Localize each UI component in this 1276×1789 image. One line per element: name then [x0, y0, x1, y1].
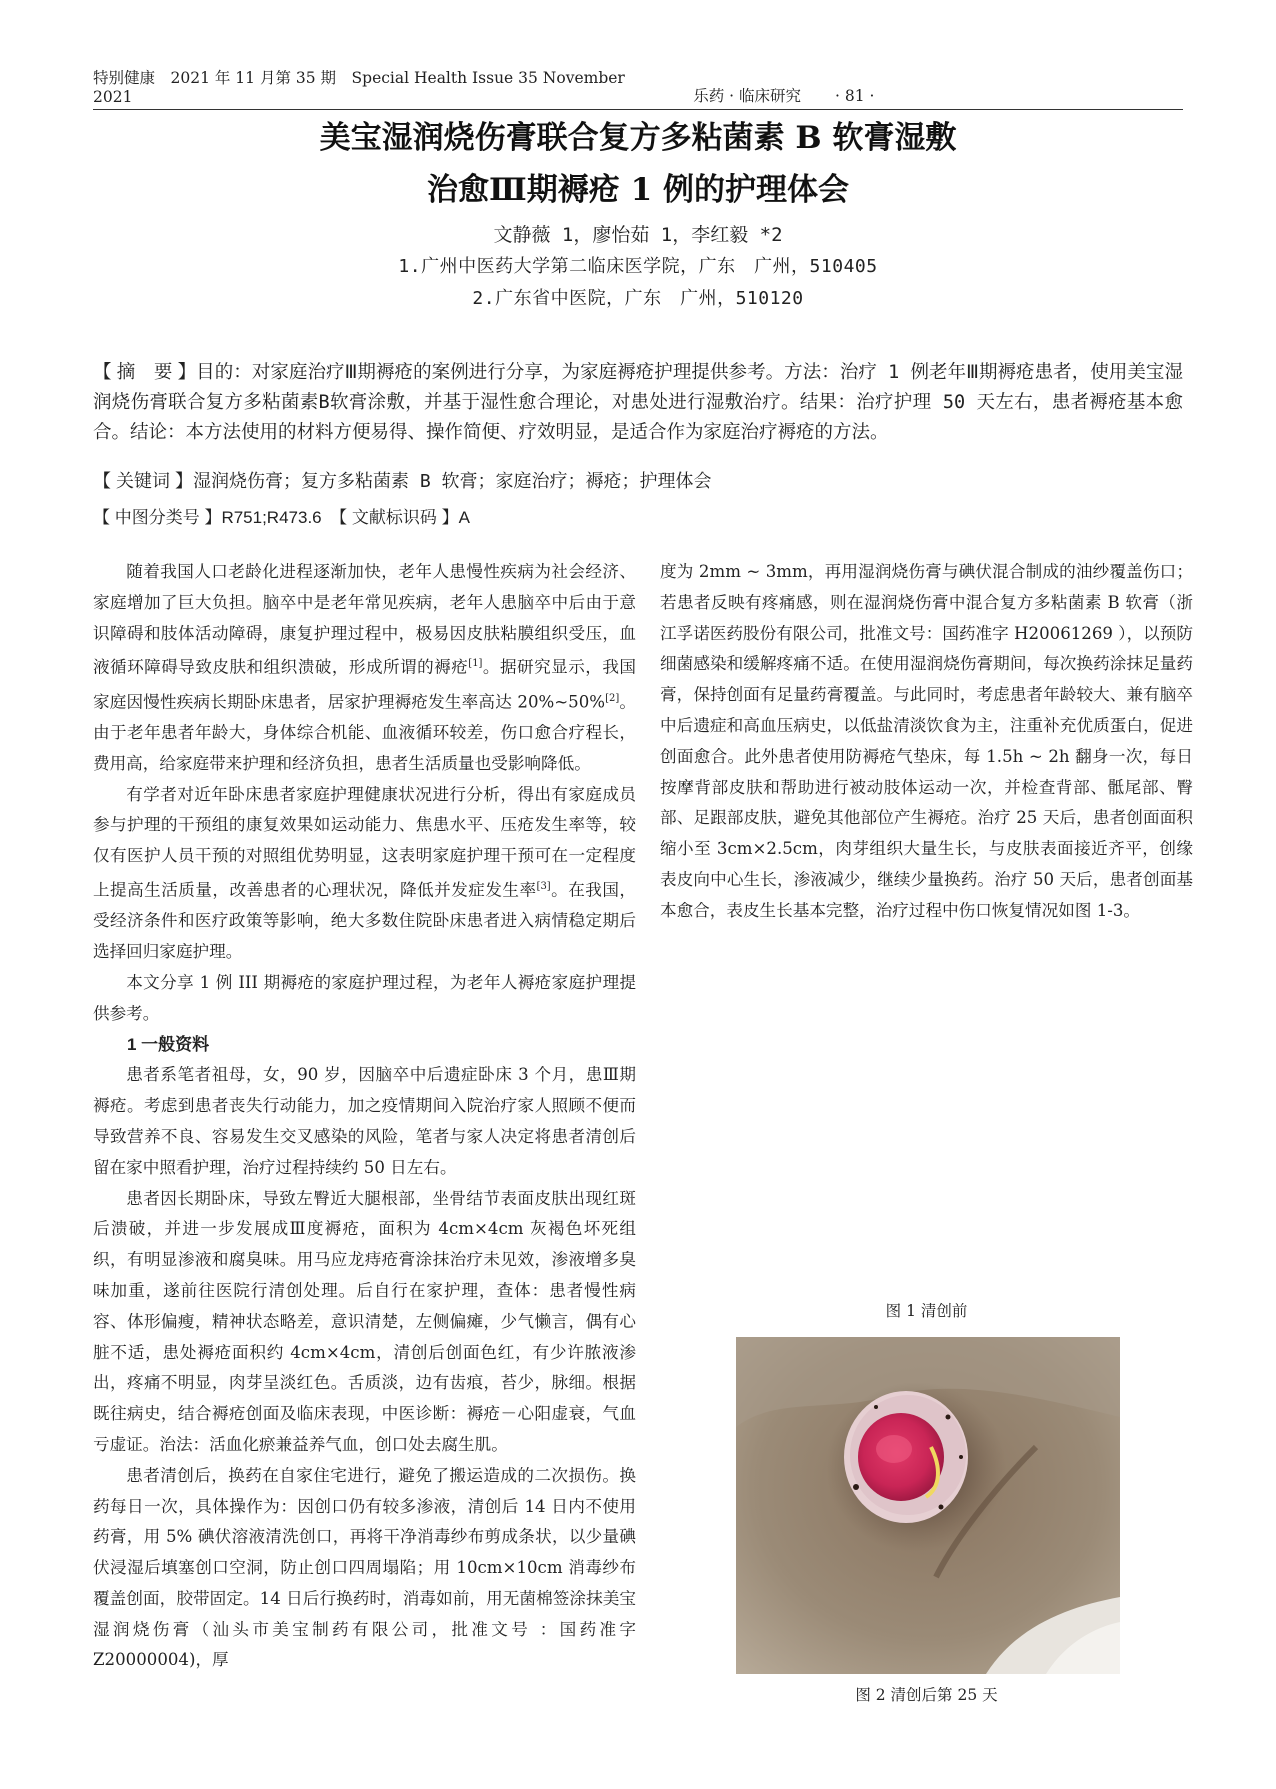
- abstract-label: 【 摘 要 】: [93, 361, 197, 382]
- conclusion-label: 结论：: [130, 421, 186, 442]
- affiliation-1: 1.广州中医药大学第二临床医学院，广东 广州，510405: [398, 256, 878, 277]
- affiliation-2: 2.广东省中医院，广东 广州，510120: [472, 288, 804, 309]
- left-column: [93, 557, 636, 1676]
- text-run: 。据研究显示，我国家庭因慢性疾病长期卧床患者，居家护理褥疮发生率高达 20%~50%: [93, 657, 636, 712]
- text-run: 。由于老年患者年龄大，身体综合机能、血液循环较差，伤口愈合疗程长，费用高，给家庭带来护理和经济负担，患者生活质量也受影响降低。: [93, 692, 636, 773]
- header-right: [659, 84, 1183, 106]
- page-number: · 81 ·: [835, 87, 875, 105]
- article-title: [93, 112, 1183, 216]
- wound-photo: [736, 1337, 1120, 1674]
- text-run: 。在我国，受经济条件和医疗政策等影响，绝大多数住院卧床患者进入病情稳定期后选择回归家庭护理。: [93, 880, 637, 962]
- method-label: 方法：: [784, 361, 840, 382]
- paragraph: 本文分享 1 例 III 期褥疮的家庭护理过程，为老年人褥疮家庭护理提供参考。: [93, 972, 636, 1023]
- section-heading: 1 一般资料: [127, 1034, 210, 1054]
- method-text: 治疗 1 例老年Ⅲ期褥疮患者，使用美宝湿润烧伤膏联合复方多粘菌素B软膏涂敷，并基于湿性愈合理论，对患处进行湿敷治疗。: [93, 362, 1183, 413]
- figure-1-caption: 图 1 清创前: [885, 1302, 968, 1320]
- result-label: 结果：: [799, 391, 857, 412]
- paragraph: 患者系笔者祖母，女，90 岁，因脑卒中后遗症卧床 3 个月，患Ⅲ期褥疮。考虑到患者丧失行动能力，加之疫情期间入院治疗家人照顾不便而导致营养不良、容易发生交叉感染的风险，笔者与家人决定将患者清创后留在家中照看护理，治疗过程持续约 50 日左右。: [93, 1065, 636, 1177]
- running-header: [93, 69, 1183, 110]
- paragraph: [93, 557, 636, 780]
- paragraph: 度为 2mm ~ 3mm，再用湿润烧伤膏与碘伏混合制成的油纱覆盖伤口；若患者反映有疼痛感，则在湿润烧伤膏中混合复方多粘菌素 B 软膏（浙江孚诺医药股份有限公司，批准文号：国药准字 H20061269 ），以预防细菌感染和缓解疼痛不适。在使用湿润烧伤膏期间，每次换药涂抹足量药膏，保持创面有足量药膏覆盖。与此同时，考虑患者年龄较大、兼有脑卒中后遗症和高血压病史，以低盐清淡饮食为主，注重补充优质蛋白，促进创面愈合。此外患者使用防褥疮气垫床，每 1.5h ~ 2h 翻身一次，每日按摩背部皮肤和帮助进行被动肢体运动一次，并检查背部、骶尾部、臀部、足跟部皮肤，避免其他部位产生褥疮。治疗 25 天后，患者创面面积缩小至 3cm×2.5cm，肉芽组织大量生长，与皮肤表面接近齐平，创缘表皮向中心生长，渗液减少，继续少量换药。治疗 50 天后，患者创面基本愈合，表皮生长基本完整，治疗过程中伤口恢复情况如图 1-3。: [660, 562, 1193, 920]
- keywords-label: 【 关键词 】: [93, 471, 194, 491]
- wound-photo-illustration: [736, 1337, 1120, 1674]
- title-line-2: 治愈Ⅲ期褥疮 1 例的护理体会: [427, 172, 849, 208]
- text-run: 有学者对近年卧床患者家庭护理健康状况进行分析，得出有家庭成员参与护理的干预组的康复效果如运动能力、焦患水平、压疮发生率等，较仅有医护人员干预的对照组优势明显，这表明家庭护理干预可在一定程度上提高生活质量，改善患者的心理状况，降低并发症发生率: [93, 784, 636, 900]
- paragraph: 患者因长期卧床，导致左臀近大腿根部，坐骨结节表面皮肤出现红斑后溃破，并进一步发展成Ⅲ度褥疮，面积为 4cm×4cm 灰褐色坏死组织，有明显渗液和腐臭味。用马应龙痔疮膏涂抹治疗未见效，渗液增多臭味加重，遂前往医院行清创处理。后自行在家护理，查体：患者慢性病容、体形偏瘦，精神状态略差，意识清楚，左侧偏瘫，少气懒言，偶有心脏不适，患处褥疮面积约 4cm×4cm，清创后创面色红，有少许脓液渗出，疼痛不明显，肉芽呈淡红色。舌质淡，边有齿痕，苔少，脉细。根据既往病史，结合褥疮创面及临床表现，中医诊断：褥疮－心阳虚衰，气血亏虚证。治法：活血化瘀兼益养气血，创口处去腐生肌。: [93, 1188, 636, 1454]
- journal-issue-info: 特别健康 2021 年 11 月第 35 期 Special Health Issue 35 November 2021: [93, 69, 625, 106]
- abstract: [93, 357, 1183, 447]
- citation: [3]: [536, 881, 551, 893]
- result-text: 治疗护理 50 天左右，患者褥疮基本愈合。: [93, 392, 1183, 443]
- keywords: [93, 467, 1183, 493]
- keywords-text: 湿润烧伤膏；复方多粘菌素 B 软膏；家庭治疗；褥疮；护理体会: [193, 471, 712, 492]
- right-column: [660, 557, 1193, 927]
- classification-codes: 【 中图分类号 】R751;R473.6 【 文献标识码 】A: [93, 508, 470, 527]
- author-list: 文静薇 1，廖怡茹 1，李红毅 *2: [493, 224, 783, 246]
- objective-label: 目的：: [196, 361, 252, 382]
- figure-2-caption: 图 2 清创后第 25 天: [855, 1686, 998, 1704]
- title-line-1: 美宝湿润烧伤膏联合复方多粘菌素 B 软膏湿敷: [319, 120, 957, 156]
- journal-section: 乐药 · 临床研究: [693, 87, 802, 105]
- conclusion-text: 本方法使用的材料方便易得、操作简便、疗效明显，是适合作为家庭治疗褥疮的方法。: [185, 422, 889, 443]
- citation: [1]: [468, 658, 483, 670]
- paragraph: [93, 780, 636, 968]
- citation: [2]: [605, 692, 620, 704]
- text-run: 随着我国人口老龄化进程逐渐加快，老年人患慢性疾病为社会经济、家庭增加了巨大负担。脑卒中是老年常见疾病，老年人患脑卒中后由于意识障碍和肢体活动障碍，康复护理过程中，极易因皮肤粘膜组织受压，血液循环障碍导致皮肤和组织溃破，形成所谓的褥疮: [93, 562, 636, 677]
- objective-text: 对家庭治疗Ⅲ期褥疮的案例进行分享，为家庭褥疮护理提供参考。: [251, 362, 785, 383]
- paragraph: 患者清创后，换药在自家住宅进行，避免了搬运造成的二次损伤。换药每日一次，具体操作为：因创口仍有较多渗液，清创后 14 日内不使用药膏，用 5% 碘伏溶液清洗创口，再将干净消毒纱布剪成条状，以少量碘伏浸湿后填塞创口空洞，防止创口四周塌陷；用 10cm×10cm 消毒纱布覆盖创面，胶带固定。14 日后行换药时，消毒如前，用无菌棉签涂抹美宝湿润烧伤膏（汕头市美宝制药有限公司，批准文号 ：国药准字 Z20000004)，厚: [93, 1465, 636, 1670]
